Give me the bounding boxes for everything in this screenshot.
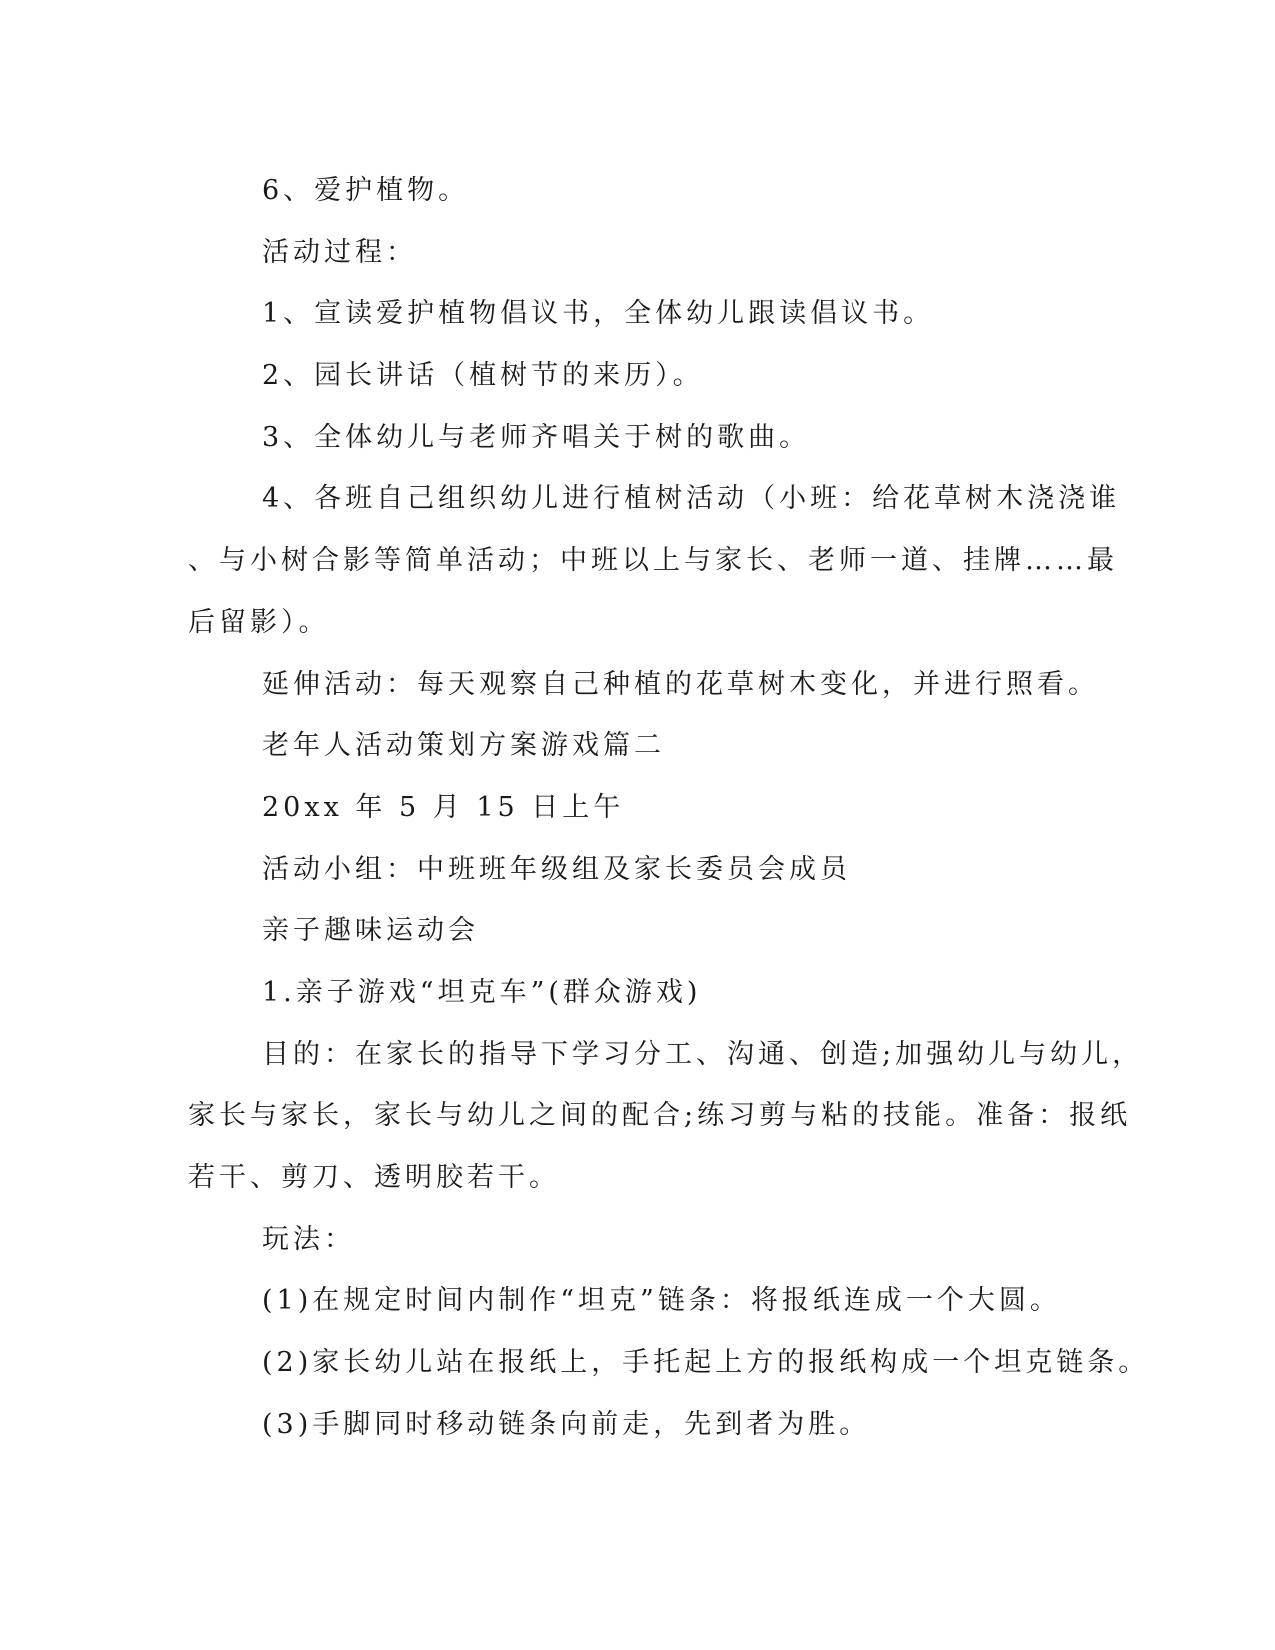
- list-item-protect-plants: 6、爱护植物。: [262, 175, 470, 206]
- process-step-4-line-1: 4、各班自己组织幼儿进行植树活动（小班：给花草树木浇浇谁: [262, 483, 1121, 515]
- event-date: 20xx 年 5 月 15 日上午: [262, 791, 625, 823]
- game-purpose-line-3: 若干、剪刀、透明胶若干。: [188, 1162, 560, 1193]
- document-body: [188, 160, 1150, 1455]
- play-rule-2: (2)家长幼儿站在报纸上，手托起上方的报纸构成一个坦克链条。: [262, 1347, 1150, 1379]
- extension-activity: 延伸活动：每天观察自己种植的花草树木变化，并进行照看。: [262, 668, 1099, 700]
- process-step-1: 1、宣读爱护植物倡议书，全体幼儿跟读倡议书。: [262, 298, 935, 330]
- activity-group: 活动小组：中班班年级组及家长委员会成员: [262, 853, 851, 885]
- game-title-tank: 1.亲子游戏“坦克车”(群众游戏): [262, 976, 702, 1008]
- game-purpose-line-2: 家长与家长，家长与幼儿之间的配合;练习剪与粘的技能。准备：报纸: [188, 1100, 1132, 1132]
- play-rule-1: (1)在规定时间内制作“坦克”链条：将报纸连成一个大圆。: [262, 1285, 1061, 1317]
- game-purpose-line-1: 目的：在家长的指导下学习分工、沟通、创造;加强幼儿与幼儿，: [262, 1038, 1144, 1070]
- process-step-4-line-2: 、与小树合影等简单活动；中班以上与家长、老师一道、挂牌……最: [188, 545, 1118, 577]
- process-step-3: 3、全体幼儿与老师齐唱关于树的歌曲。: [262, 421, 811, 453]
- section-heading-how-to-play: 玩法：: [262, 1223, 355, 1255]
- play-rule-3: (3)手脚同时移动链条向前走，先到者为胜。: [262, 1408, 871, 1440]
- process-step-2: 2、园长讲话（植树节的来历）。: [262, 360, 704, 392]
- process-step-4-line-3: 后留影）。: [188, 606, 330, 638]
- event-name: 亲子趣味运动会: [262, 915, 479, 947]
- section-heading-activity-process: 活动过程：: [262, 236, 417, 268]
- section-title-part-two: 老年人活动策划方案游戏篇二: [262, 730, 665, 762]
